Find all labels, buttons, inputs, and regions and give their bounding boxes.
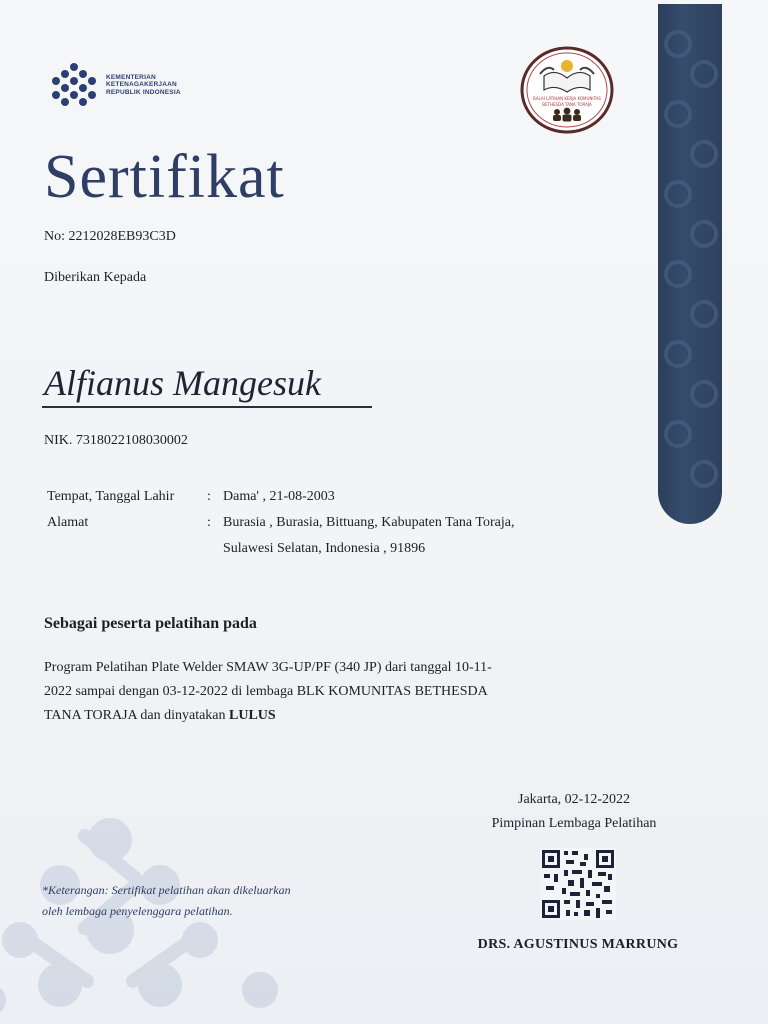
- svg-text:BALAI LATIHAN KERJA KOMUNITAS: BALAI LATIHAN KERJA KOMUNITAS: [533, 96, 601, 101]
- decorative-ribbon: [658, 4, 722, 524]
- given-to-label: Diberikan Kepada: [44, 270, 147, 285]
- certificate-number: No: 2212028EB93C3D: [44, 229, 176, 244]
- recipient-underline: [42, 406, 372, 408]
- ministry-logo: [48, 62, 181, 108]
- detail-label: Alamat: [47, 515, 89, 530]
- ministry-line-1: KEMENTERIAN: [106, 73, 156, 81]
- ribbon-pattern-icon: [658, 4, 722, 524]
- detail-value: Sulawesi Selatan, Indonesia , 91896: [223, 541, 426, 556]
- detail-colon: [207, 536, 223, 562]
- qr-code-icon: [540, 848, 616, 920]
- note-line-1: *Keterangan: Sertifikat pelatihan akan dikeluarkan: [42, 883, 291, 897]
- ministry-line-2: KETENAGAKERJAAN: [106, 81, 177, 89]
- detail-colon: :: [207, 489, 211, 504]
- signer-name: DRS. AGUSTINUS MARRUNG: [477, 937, 679, 952]
- ministry-name: [106, 74, 181, 97]
- signer-title: Pimpinan Lembaga Pelatihan: [491, 816, 657, 831]
- detail-value: Burasia , Burasia, Bittuang, Kabupaten Tana Toraja,: [223, 515, 515, 530]
- training-line-3-text: TANA TORAJA dan dinyatakan: [44, 708, 230, 723]
- recipient-nik: NIK. 7318022108030002: [44, 433, 188, 448]
- recipient-name: Alfianus Mangesuk: [44, 363, 321, 403]
- details-row-address: [47, 510, 623, 536]
- training-line-2: 2022 sampai dengan 03-12-2022 di lembaga BLK KOMUNITAS BETHESDA: [44, 684, 488, 699]
- training-line-1: Program Pelatihan Plate Welder SMAW 3G-UP/PF (340 JP) dari tanggal 10-11-: [44, 660, 492, 675]
- detail-value: Dama' , 21-08-2003: [223, 489, 335, 504]
- training-line-3: [44, 704, 614, 728]
- ministry-line-3: REPUBLIK INDONESIA: [106, 88, 181, 96]
- certificate-note: [42, 880, 382, 922]
- training-description: [44, 656, 614, 728]
- training-heading: Sebagai peserta pelatihan pada: [44, 615, 257, 632]
- detail-label: Tempat, Tanggal Lahir: [47, 489, 175, 504]
- signature-place-date: Jakarta, 02-12-2022: [518, 792, 630, 807]
- details-row-address-cont: [47, 536, 623, 562]
- training-result: LULUS: [229, 708, 276, 723]
- detail-label: [47, 536, 207, 562]
- details-row-birth: [47, 484, 623, 510]
- training-institute-emblem-icon: [520, 46, 614, 134]
- ministry-logo-icon: [48, 62, 100, 108]
- detail-colon: :: [207, 515, 211, 530]
- svg-text:BETHESDA TANA TORAJA: BETHESDA TANA TORAJA: [542, 102, 592, 107]
- certificate-title: Sertifikat: [44, 143, 285, 211]
- recipient-details: [47, 484, 623, 562]
- note-line-2: oleh lembaga penyelenggara pelatihan.: [42, 904, 233, 918]
